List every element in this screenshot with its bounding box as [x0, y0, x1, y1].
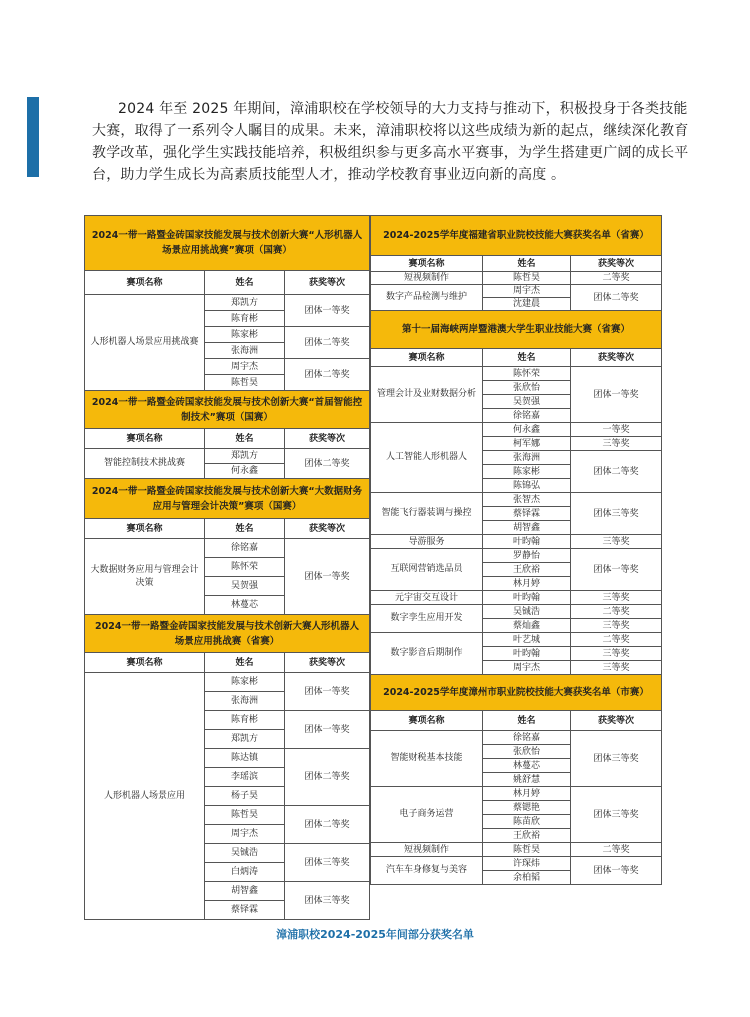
name-cell: 张智杰	[483, 493, 571, 507]
name-cell: 徐铭嘉	[483, 731, 571, 745]
table-title: 2024一带一路暨金砖国家技能发展与技术创新大赛“首届智能控制技术”赛项（国赛）	[85, 391, 370, 429]
event-cell: 电子商务运营	[371, 787, 483, 843]
award-cell: 团体三等奖	[285, 882, 370, 920]
award-cell: 三等奖	[571, 661, 662, 675]
award-cell: 三等奖	[571, 619, 662, 633]
event-cell: 智能飞行器装调与操控	[371, 493, 483, 535]
name-cell: 陈哲昊	[483, 843, 571, 857]
header-award: 获奖等次	[285, 519, 370, 539]
event-cell: 数字产品检测与维护	[371, 285, 483, 311]
name-cell: 白炳涛	[205, 863, 285, 882]
header-event: 赛项名称	[85, 271, 205, 295]
name-cell: 张欣怡	[483, 745, 571, 759]
header-event: 赛项名称	[371, 349, 483, 367]
name-cell: 叶昀翰	[483, 591, 571, 605]
name-cell: 徐铭嘉	[205, 539, 285, 558]
header-name: 姓名	[205, 519, 285, 539]
header-event: 赛项名称	[85, 429, 205, 449]
name-cell: 何永鑫	[483, 423, 571, 437]
award-cell: 三等奖	[571, 437, 662, 451]
event-cell: 人形机器人场景应用挑战赛	[85, 295, 205, 391]
name-cell: 吴铖浩	[483, 605, 571, 619]
name-cell: 郑凯方	[205, 449, 285, 464]
right-award-table	[370, 215, 662, 885]
event-cell: 智能财税基本技能	[371, 731, 483, 787]
name-cell: 陈达镇	[205, 749, 285, 768]
name-cell: 陈家彬	[205, 327, 285, 343]
award-cell: 团体一等奖	[285, 673, 370, 711]
event-cell: 短视频制作	[371, 843, 483, 857]
award-cell: 一等奖	[571, 423, 662, 437]
header-event: 赛项名称	[85, 653, 205, 673]
name-cell: 罗静怡	[483, 549, 571, 563]
left-award-table	[84, 215, 370, 920]
header-event: 赛项名称	[371, 256, 483, 272]
name-cell: 张海洲	[483, 451, 571, 465]
name-cell: 蔡锶艳	[483, 801, 571, 815]
name-cell: 许琛炜	[483, 857, 571, 871]
name-cell: 陈怀荣	[483, 367, 571, 381]
table-title: 2024-2025学年度漳州市职业院校技能大赛获奖名单（市赛）	[371, 675, 662, 711]
name-cell: 陈哲昊	[205, 375, 285, 391]
award-cell: 团体一等奖	[571, 857, 662, 885]
name-cell: 林蔓芯	[483, 759, 571, 773]
name-cell: 陈哲昊	[205, 806, 285, 825]
event-cell: 人工智能人形机器人	[371, 423, 483, 493]
event-cell: 数字影音后期制作	[371, 633, 483, 675]
award-cell: 三等奖	[571, 591, 662, 605]
header-name: 姓名	[205, 429, 285, 449]
name-cell: 胡智鑫	[483, 521, 571, 535]
name-cell: 张海洲	[205, 343, 285, 359]
award-cell: 团体二等奖	[571, 285, 662, 311]
name-cell: 徐铭嘉	[483, 409, 571, 423]
event-cell: 互联网营销选品员	[371, 549, 483, 591]
award-cell: 团体二等奖	[571, 451, 662, 493]
event-cell: 人形机器人场景应用	[85, 673, 205, 920]
award-cell: 三等奖	[571, 647, 662, 661]
name-cell: 陈哲昊	[483, 272, 571, 285]
award-cell: 团体一等奖	[285, 539, 370, 615]
header-award: 获奖等次	[571, 256, 662, 272]
award-cell: 团体一等奖	[571, 549, 662, 591]
header-award: 获奖等次	[285, 429, 370, 449]
name-cell: 胡智鑫	[205, 882, 285, 901]
award-cell: 团体一等奖	[285, 295, 370, 327]
name-cell: 周宇杰	[483, 661, 571, 675]
name-cell: 陈家彬	[483, 465, 571, 479]
name-cell: 周宇杰	[483, 285, 571, 298]
name-cell: 陈育彬	[205, 311, 285, 327]
name-cell: 周宇杰	[205, 359, 285, 375]
name-cell: 王欣裕	[483, 829, 571, 843]
event-cell: 智能控制技术挑战赛	[85, 449, 205, 479]
name-cell: 张欣怡	[483, 381, 571, 395]
award-cell: 二等奖	[571, 843, 662, 857]
award-cell: 二等奖	[571, 605, 662, 619]
award-cell: 团体三等奖	[571, 731, 662, 787]
award-cell: 团体三等奖	[571, 493, 662, 535]
name-cell: 陈锦弘	[483, 479, 571, 493]
award-cell: 团体二等奖	[285, 749, 370, 806]
name-cell: 陈育彬	[205, 711, 285, 730]
header-name: 姓名	[483, 256, 571, 272]
award-cell: 团体一等奖	[285, 711, 370, 749]
name-cell: 吴铖浩	[205, 844, 285, 863]
name-cell: 吴贺强	[205, 577, 285, 596]
header-event: 赛项名称	[371, 711, 483, 731]
header-award: 获奖等次	[571, 349, 662, 367]
figure-caption: 漳浦职校2024-2025年间部分获奖名单	[276, 928, 474, 941]
name-cell: 郑凯方	[205, 730, 285, 749]
name-cell: 沈建晨	[483, 298, 571, 311]
name-cell: 李瑶滨	[205, 768, 285, 787]
event-cell: 管理会计及业财数据分析	[371, 367, 483, 423]
event-cell: 汽车车身修复与美容	[371, 857, 483, 885]
name-cell: 余柏韬	[483, 871, 571, 885]
award-cell: 团体二等奖	[285, 359, 370, 391]
event-cell: 导游服务	[371, 535, 483, 549]
header-name: 姓名	[205, 271, 285, 295]
header-name: 姓名	[483, 711, 571, 731]
award-cell: 团体二等奖	[285, 327, 370, 359]
name-cell: 林蔓芯	[205, 596, 285, 615]
award-cell: 团体二等奖	[285, 449, 370, 479]
table-title: 2024一带一路暨金砖国家技能发展与技术创新大赛“人形机器人场景应用挑战赛”赛项（国赛）	[85, 216, 370, 271]
award-cell: 团体一等奖	[571, 367, 662, 423]
award-cell: 二等奖	[571, 633, 662, 647]
header-name: 姓名	[205, 653, 285, 673]
name-cell: 蔡灿鑫	[483, 619, 571, 633]
name-cell: 柯军娜	[483, 437, 571, 451]
award-cell: 团体三等奖	[571, 787, 662, 843]
award-cell: 二等奖	[571, 272, 662, 285]
table-title: 第十一届海峡两岸暨港澳大学生职业技能大赛（省赛）	[371, 311, 662, 349]
table-title: 2024一带一路暨金砖国家技能发展与技术创新大赛“大数据财务应用与管理会计决策”赛项（国赛）	[85, 479, 370, 519]
name-cell: 叶昀翰	[483, 647, 571, 661]
name-cell: 周宇杰	[205, 825, 285, 844]
event-cell: 短视频制作	[371, 272, 483, 285]
table-title: 2024一带一路暨金砖国家技能发展与技术创新大赛人形机器人场景应用挑战赛（省赛）	[85, 615, 370, 653]
name-cell: 蔡铎霖	[205, 901, 285, 920]
name-cell: 何永鑫	[205, 464, 285, 479]
event-cell: 数字孪生应用开发	[371, 605, 483, 633]
event-cell: 大数据财务应用与管理会计决策	[85, 539, 205, 615]
name-cell: 叶艺城	[483, 633, 571, 647]
header-award: 获奖等次	[285, 653, 370, 673]
header-award: 获奖等次	[571, 711, 662, 731]
name-cell: 蔡铎霖	[483, 507, 571, 521]
accent-bar	[27, 97, 39, 177]
header-event: 赛项名称	[85, 519, 205, 539]
name-cell: 张海洲	[205, 692, 285, 711]
name-cell: 叶昀翰	[483, 535, 571, 549]
name-cell: 王欣裕	[483, 563, 571, 577]
header-award: 获奖等次	[285, 271, 370, 295]
name-cell: 陈苗欣	[483, 815, 571, 829]
name-cell: 林月婷	[483, 787, 571, 801]
name-cell: 杨子昊	[205, 787, 285, 806]
name-cell: 姚舒慧	[483, 773, 571, 787]
event-cell: 元宇宙交互设计	[371, 591, 483, 605]
award-cell: 三等奖	[571, 535, 662, 549]
name-cell: 郑凯方	[205, 295, 285, 311]
name-cell: 陈怀荣	[205, 558, 285, 577]
name-cell: 陈家彬	[205, 673, 285, 692]
name-cell: 吴贺强	[483, 395, 571, 409]
header-name: 姓名	[483, 349, 571, 367]
table-title: 2024-2025学年度福建省职业院校技能大赛获奖名单（省赛）	[371, 216, 662, 256]
intro-paragraph: 2024 年至 2025 年期间，漳浦职校在学校领导的大力支持与推动下，积极投身于各类技能大赛，取得了一系列令人瞩目的成果。未来，漳浦职校将以这些成绩为新的起点，继续深化教育教学改革，强化学生实践技能培养，积极组织参与更多高水平赛事，为学生搭建更广阔的成长平台，助力学生成长为高素质技能型人才，推动学校教育事业迈向新的高度 。	[92, 101, 689, 183]
award-cell: 团体二等奖	[285, 806, 370, 844]
name-cell: 林月婷	[483, 577, 571, 591]
award-cell: 团体三等奖	[285, 844, 370, 882]
